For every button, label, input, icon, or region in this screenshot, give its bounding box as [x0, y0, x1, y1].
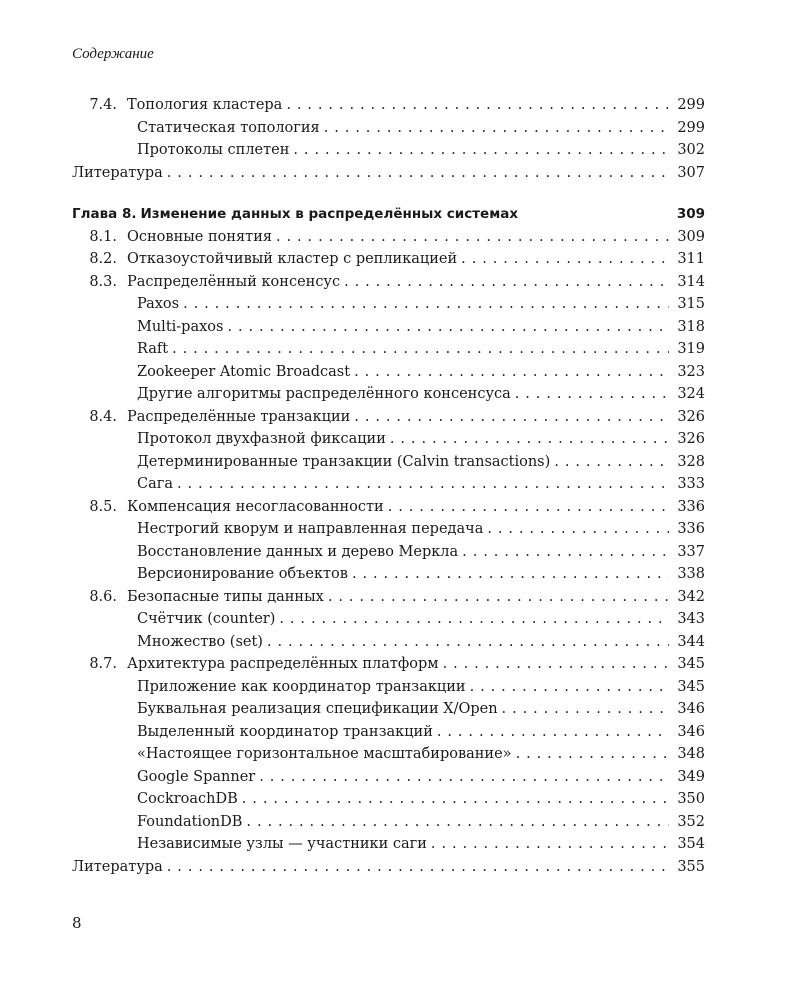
toc-subsection-row [72, 117, 705, 139]
toc-entry-title: Сага [137, 476, 173, 492]
toc-entry-page: 302 [677, 142, 705, 158]
toc-subsection-row [72, 451, 705, 473]
toc-entry-page: 336 [677, 521, 705, 537]
dot-leader [259, 766, 669, 788]
toc-section-row [72, 248, 705, 270]
section-number: 8.1. [89, 228, 117, 245]
toc-subsection-row [72, 563, 705, 585]
toc-entry-page: 345 [677, 656, 705, 672]
dot-leader [172, 338, 669, 360]
dot-leader [183, 293, 669, 315]
toc-entry-title: CockroachDB [137, 791, 238, 807]
toc-entry-title: Zookeeper Atomic Broadcast [137, 363, 351, 380]
toc-entry-page: 328 [677, 453, 705, 470]
toc-entry-page: 350 [677, 791, 705, 807]
dot-leader [515, 383, 669, 405]
section-number: 8.6. [89, 588, 117, 605]
toc-subsection-row [72, 541, 705, 563]
toc-entry-title: Распределённый консенсус [127, 273, 341, 290]
dot-leader [461, 248, 669, 270]
toc-subsection-row [72, 316, 705, 338]
toc-subsection-row [72, 676, 705, 698]
toc-subsection-row [72, 361, 705, 383]
toc-entry-page: 345 [677, 678, 705, 695]
dot-leader [286, 94, 669, 116]
toc-entry-title: Протокол двухфазной фиксации [137, 431, 386, 447]
toc-section-row [72, 226, 705, 248]
toc-entry-page: 348 [677, 746, 705, 762]
toc-entry-page: 299 [677, 119, 705, 136]
dot-leader [344, 271, 669, 293]
dot-leader [324, 117, 669, 139]
toc-entry-page: 343 [677, 611, 705, 627]
toc-entry-title: Восстановление данных и дерево Меркла [137, 543, 459, 560]
dot-leader [554, 451, 669, 473]
toc-subsection-row [72, 473, 705, 495]
toc-entry-page: 315 [677, 296, 705, 312]
toc-subsection-row [72, 631, 705, 653]
dot-leader [502, 698, 669, 720]
toc-subsection-row [72, 766, 705, 788]
toc-entry-title: Множество (set) [137, 633, 263, 650]
toc-entry-page: 352 [677, 813, 705, 830]
toc-entry-page: 326 [677, 431, 705, 447]
toc-entry-page: 326 [677, 408, 705, 425]
toc-entry-title: Другие алгоритмы распределённого консенсуса [137, 386, 511, 402]
chapter-label: Глава 8. [72, 206, 137, 222]
toc-entry-title: Основные понятия [127, 228, 272, 245]
dot-leader [516, 743, 669, 765]
toc-entry-title: Google Spanner [137, 768, 256, 785]
toc-entry-title: Raft [137, 341, 169, 357]
toc-subsection-row [72, 293, 705, 315]
dot-leader [388, 496, 669, 518]
dot-leader [242, 788, 669, 810]
running-title: Содержание [72, 46, 154, 62]
dot-leader [354, 361, 669, 383]
section-number: 8.2. [89, 251, 117, 267]
section-number: 8.7. [89, 656, 117, 672]
toc-entry-title: Литература [72, 858, 163, 875]
toc-entry-title: Безопасные типы данных [127, 588, 324, 605]
dot-leader [470, 676, 669, 698]
toc-entry-title: Нестрогий кворум и направленная передача [137, 521, 484, 537]
toc-entry-page: 336 [677, 498, 705, 515]
toc-entry-page: 337 [677, 543, 705, 560]
toc-subsection-row [72, 383, 705, 405]
toc-entry-page: 338 [677, 566, 705, 582]
toc-chapter-row [72, 203, 705, 225]
toc-entry-title: Детерминированные транзакции (Calvin transactions) [137, 453, 551, 470]
toc-subsection-row [72, 428, 705, 450]
toc-entry-page: 299 [677, 97, 705, 113]
dot-leader [462, 541, 669, 563]
toc-subsection-row [72, 721, 705, 743]
toc-entry-page: 333 [677, 476, 705, 492]
toc-subsection-row [72, 338, 705, 360]
section-number: 8.3. [89, 273, 117, 290]
dot-leader [227, 316, 669, 338]
toc-section-row [72, 94, 705, 116]
toc-entry-page: 314 [677, 273, 705, 290]
dot-leader [167, 856, 669, 878]
toc-entry-title: Статическая топология [137, 119, 320, 136]
dot-leader [443, 653, 669, 675]
section-number: 8.5. [89, 498, 117, 515]
toc-entry-title: Литература [72, 164, 163, 181]
toc-subsection-row [72, 608, 705, 630]
toc-entry-title: Архитектура распределённых платформ [127, 656, 439, 672]
dot-leader [167, 162, 669, 184]
toc-section-row [72, 496, 705, 518]
toc-subsection-row [72, 698, 705, 720]
toc-entry-page: 346 [677, 701, 705, 717]
toc-entry-title: Выделенный координатор транзакций [137, 723, 433, 740]
toc-entry-page: 342 [677, 588, 705, 605]
dot-leader [328, 586, 669, 608]
toc-entry-page: 323 [677, 363, 705, 380]
page-number: 8 [72, 914, 82, 932]
toc-entry-title: Счётчик (counter) [137, 611, 276, 627]
toc-section-row [72, 271, 705, 293]
toc-entry-title: Версионирование объектов [137, 566, 348, 582]
toc-subsection-row [72, 788, 705, 810]
toc-section-row [72, 406, 705, 428]
toc-entry-title: Компенсация несогласованности [127, 498, 384, 515]
toc-subsection-row [72, 139, 705, 161]
toc-entry-title: Изменение данных в распределённых системах [140, 206, 519, 222]
toc-entry-title: Независимые узлы — участники саги [137, 836, 427, 852]
toc-entry-title: FoundationDB [137, 813, 243, 830]
toc-entry-title: «Настоящее горизонтальное масштабирование» [137, 746, 512, 762]
toc-entry-page: 318 [677, 318, 705, 335]
toc-subsection-row [72, 518, 705, 540]
toc-entry-page: 307 [677, 164, 705, 181]
toc-entry-title: Топология кластера [127, 97, 283, 113]
toc-subsection-row [72, 743, 705, 765]
toc-entry-page: 349 [677, 768, 705, 785]
toc-subsection-row [72, 833, 705, 855]
dot-leader [487, 518, 669, 540]
dot-leader [279, 608, 669, 630]
dot-leader [177, 473, 669, 495]
dot-leader [352, 563, 669, 585]
dot-leader [246, 811, 669, 833]
toc-entry-title: Распределённые транзакции [127, 408, 351, 425]
toc-entry-title: Буквальная реализация спецификации X/Open [137, 701, 498, 717]
toc-entry-page: 309 [676, 206, 705, 222]
toc-entry-page: 309 [677, 228, 705, 245]
section-number: 8.4. [89, 408, 117, 425]
dot-leader [354, 406, 669, 428]
toc-literature-row [72, 162, 705, 184]
toc-entry-page: 319 [677, 341, 705, 357]
toc-entry-title: Multi-paxos [137, 318, 224, 335]
dot-leader [437, 721, 669, 743]
dot-leader [293, 139, 669, 161]
toc-entry-page: 311 [677, 251, 705, 267]
toc-entry-page: 344 [677, 633, 705, 650]
toc-entry-title: Протоколы сплетен [137, 142, 290, 158]
toc-subsection-row [72, 811, 705, 833]
toc-entry-page: 346 [677, 723, 705, 740]
toc-entry-page: 354 [677, 836, 705, 852]
toc-entry-title: Отказоустойчивый кластер с репликацией [127, 251, 458, 267]
toc-section-row [72, 586, 705, 608]
toc-entry-page: 324 [677, 386, 705, 402]
dot-leader [276, 226, 669, 248]
toc-section-row [72, 653, 705, 675]
dot-leader [431, 833, 669, 855]
section-number: 7.4. [89, 97, 117, 113]
dot-leader [267, 631, 669, 653]
toc-literature-row [72, 856, 705, 878]
toc-entry-title: Приложение как координатор транзакции [137, 678, 466, 695]
toc-entry-title: Paxos [137, 296, 180, 312]
dot-leader [390, 428, 669, 450]
toc-entry-page: 355 [677, 858, 705, 875]
